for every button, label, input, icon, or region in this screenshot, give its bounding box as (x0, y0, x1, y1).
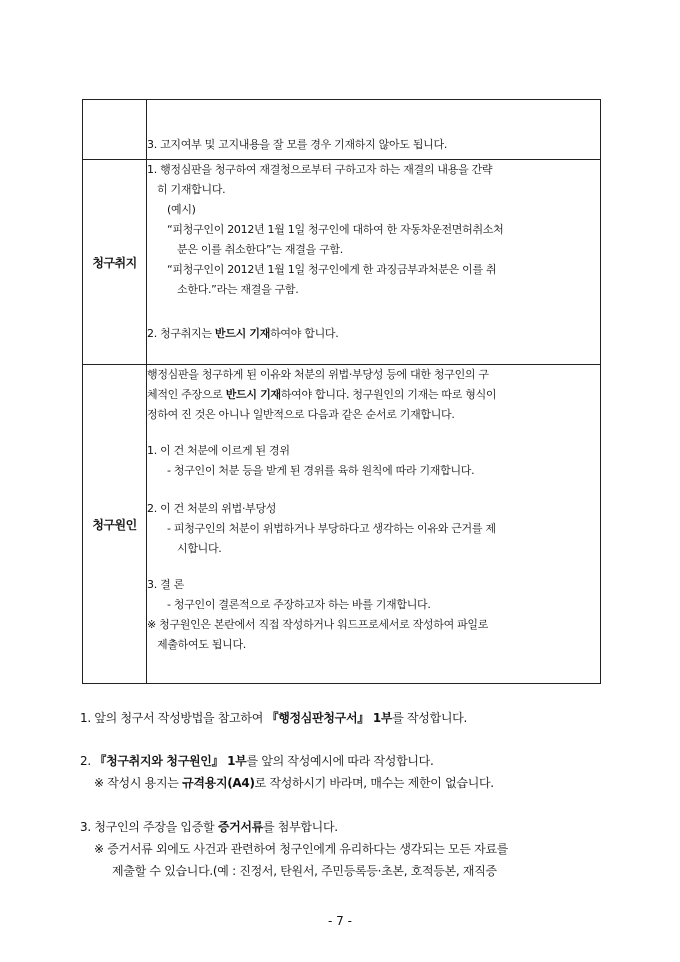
cause-intro-b-pre: 체적인 주장으로 (147, 388, 226, 401)
row-content-claim-cause (147, 365, 601, 684)
cause-intro-line-a: 행정심판을 청구하게 된 이유와 처분의 위법·부당성 등에 대한 청구인의 구 (147, 368, 489, 381)
purpose-item1-line-b: 히 기재합니다. (157, 183, 226, 196)
instruction-2-note-bold: 규격용지(A4) (182, 776, 255, 790)
example2-line-b: 소한다.”라는 재결을 구함. (177, 283, 299, 296)
cause-note-line-a: ※ 청구원인은 본란에서 직접 작성하거나 워드프로세서로 작성하여 파일로 (147, 618, 489, 631)
instruction-2-bold: 『청구취지와 청구원인』 1부 (94, 754, 247, 768)
purpose-item2-bold: 반드시 기재 (214, 327, 271, 340)
instruction-1 (80, 707, 600, 729)
row-header-empty (83, 100, 147, 160)
instruction-3-note-b: 제출할 수 있습니다.(예 : 진정서, 탄원서, 주민등록등·초본, 호적등본, 재직증 (112, 864, 497, 878)
instruction-2-post: 를 앞의 작성예시에 따라 작성합니다. (246, 754, 434, 768)
instruction-2 (80, 750, 600, 794)
instruction-3-post: 를 첨부합니다. (263, 820, 338, 834)
cause-section2-title: 2. 이 건 처분의 위법·부당성 (147, 502, 277, 515)
row-header-claim-cause: 청구원인 (83, 365, 147, 684)
cause-section1-body: - 청구인이 처분 등을 받게 된 경위를 육하 원칙에 따라 기재합니다. (167, 464, 475, 477)
instruction-3-note-a: ※ 증거서류 외에도 사건과 관련하여 청구인에게 유리하다는 생각되는 모든 자료를 (94, 842, 509, 856)
example-label: (예시) (167, 203, 196, 216)
cause-note-line-b: 제출하여도 됩니다. (157, 638, 247, 651)
example2-line-a: “피청구인이 2012년 1월 1일 청구인에게 한 과징금부과처분은 이를 취 (167, 263, 497, 276)
cause-intro-b-post: 하여야 합니다. 청구원인의 기재는 따로 형식이 (280, 388, 497, 401)
example1-line-a: “피청구인이 2012년 1월 1일 청구인에 대하여 한 자동차운전면허취소처 (167, 223, 504, 236)
example1-line-b: 분은 이를 취소한다”는 재결을 구함. (177, 243, 343, 256)
purpose-item2-pre: 2. 청구취지는 (147, 327, 215, 340)
row-content-claim-purpose (147, 160, 601, 365)
cause-section1-title: 1. 이 건 처분에 이르게 된 경위 (147, 444, 290, 457)
form-table (82, 99, 601, 684)
row-content-notice (147, 100, 601, 160)
cause-intro-line-c: 정하여 진 것은 아니나 일반적으로 다음과 같은 순서로 기재합니다. (147, 408, 455, 421)
instruction-1-pre: 1. 앞의 청구서 작성방법을 참고하여 (80, 711, 267, 725)
cause-section2-body-b: 시합니다. (177, 542, 222, 555)
instruction-3 (80, 816, 600, 882)
purpose-item2 (147, 324, 600, 344)
cause-section3-body: - 청구인이 결론적으로 주장하고자 하는 바를 기재합니다. (167, 598, 431, 611)
cause-section3-title: 3. 결 론 (147, 578, 184, 591)
instruction-3-pre: 3. 청구인의 주장을 입증할 (80, 820, 218, 834)
instruction-3-bold: 증거서류 (217, 820, 263, 834)
instruction-1-bold: 『행정심판청구서』 1부 (266, 711, 393, 725)
cause-intro-b-bold: 반드시 기재 (225, 388, 281, 401)
instruction-2-pre: 2. (80, 754, 95, 768)
purpose-item1-line-a: 1. 행정심판을 청구하여 재결청으로부터 구하고자 하는 재결의 내용을 간략 (147, 163, 493, 176)
page-number: - 7 - (328, 914, 352, 928)
purpose-item2-post: 하여야 합니다. (270, 327, 339, 340)
notice-line: 3. 고지여부 및 고지내용을 잘 모를 경우 기재하지 않아도 됩니다. (147, 138, 448, 151)
row-header-claim-purpose: 청구취지 (83, 160, 147, 365)
cause-section2-body-a: - 피청구인의 처분이 위법하거나 부당하다고 생각하는 이유와 근거를 제 (167, 522, 496, 535)
instruction-1-post: 를 작성합니다. (392, 711, 467, 725)
cause-intro-line-b (147, 385, 600, 405)
instruction-2-note-pre: ※ 작성시 용지는 (94, 776, 183, 790)
instruction-2-note-post: 로 작성하시기 바라며, 매수는 제한이 없습니다. (254, 776, 494, 790)
